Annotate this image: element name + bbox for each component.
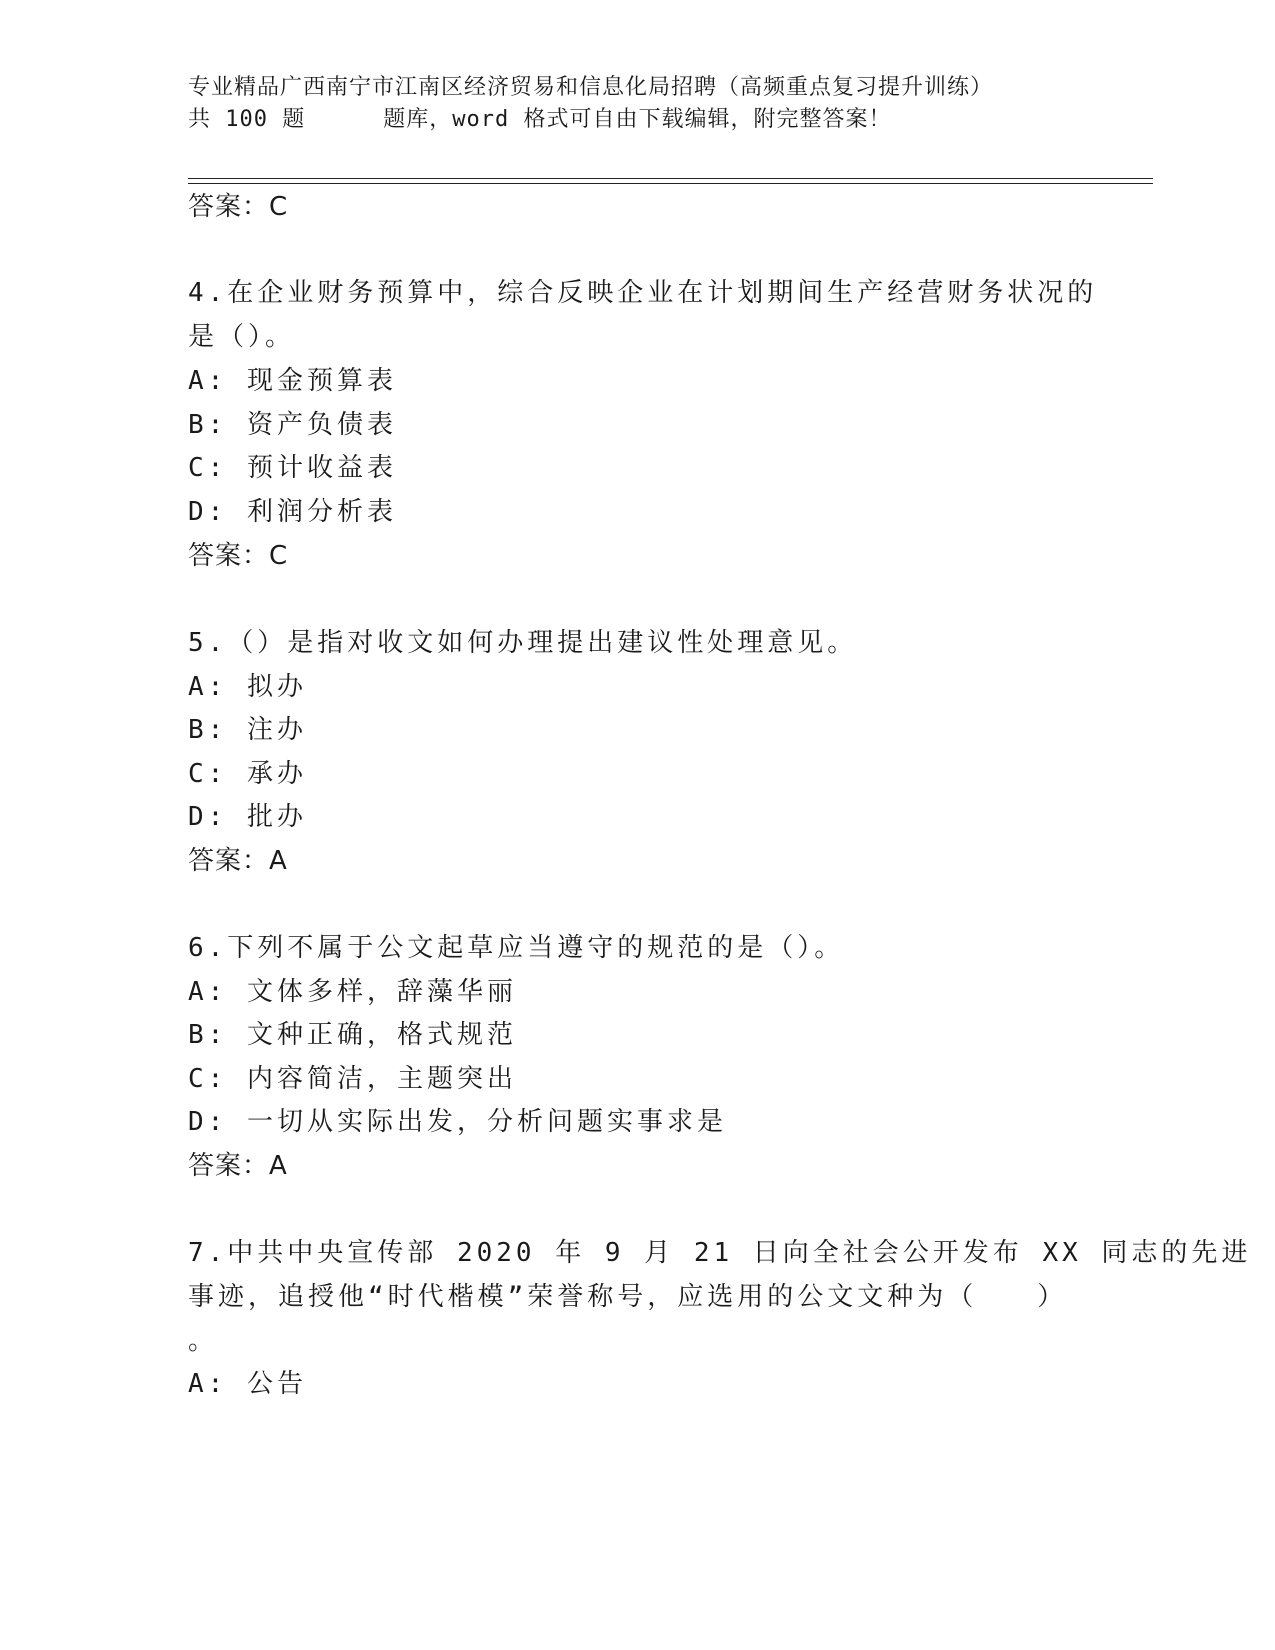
question-text: 5.（）是指对收文如何办理提出建议性处理意见。 [188, 628, 858, 658]
option-d: D: 批办 [188, 802, 307, 832]
option-c: C: 承办 [188, 759, 307, 789]
option-b: B: 文种正确，格式规范 [188, 1020, 517, 1050]
option-d: D: 一切从实际出发，分析问题实事求是 [188, 1107, 727, 1137]
option-a: A: 现金预算表 [188, 366, 397, 396]
question-text: 是（）。 [188, 322, 296, 352]
option-a: A: 拟办 [188, 672, 307, 702]
option-a: A: 公告 [188, 1369, 307, 1399]
question-text: 事迹，追授他“时代楷模”荣誉称号，应选用的公文文种为（ ） [188, 1282, 1068, 1312]
header-note: 题库，word 格式可自由下载编辑，附完整答案！ [383, 107, 892, 132]
answer-label: 答案：A [188, 1151, 288, 1181]
header-divider-top [188, 178, 1153, 179]
option-a: A: 文体多样，辞藻华丽 [188, 977, 517, 1007]
option-c: C: 内容简洁，主题突出 [188, 1064, 517, 1094]
option-b: B: 注办 [188, 715, 307, 745]
option-b: B: 资产负债表 [188, 410, 397, 440]
question-text: 。 [188, 1326, 219, 1356]
answer-label: 答案：C [188, 541, 289, 571]
option-d: D: 利润分析表 [188, 497, 397, 527]
document-header [188, 72, 1088, 136]
header-title: 专业精品广西南宁市江南区经济贸易和信息化局招聘（高频重点复习提升训练） [188, 75, 994, 100]
header-divider-bottom [188, 183, 1153, 184]
question-text: 4.在企业财务预算中，综合反映企业在计划期间生产经营财务状况的 [188, 278, 1098, 308]
header-count: 共 100 题 [188, 107, 306, 132]
question-text: 7.中共中央宣传部 2020 年 9 月 21 日向全社会公开发布 XX 同志的先进 [188, 1238, 1252, 1268]
header-subtitle [188, 104, 1088, 136]
question-text: 6.下列不属于公文起草应当遵守的规范的是（）。 [188, 933, 845, 963]
answer-label: 答案：A [188, 846, 288, 876]
answer-label: 答案：C [188, 192, 289, 222]
option-c: C: 预计收益表 [188, 453, 397, 483]
